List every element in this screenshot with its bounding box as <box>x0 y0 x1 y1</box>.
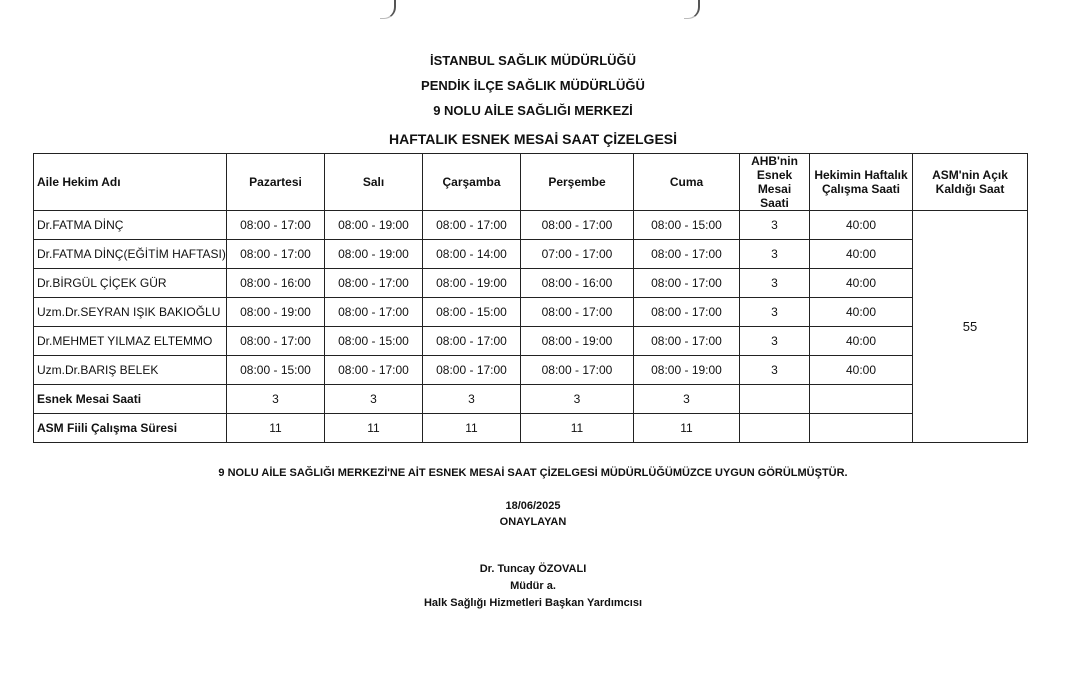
empty-cell <box>740 385 810 414</box>
thursday-hours: 08:00 - 17:00 <box>521 356 634 385</box>
wednesday-hours: 08:00 - 17:00 <box>423 327 521 356</box>
col-header-weekly-hours: Hekimin Haftalık Çalışma Saati <box>810 154 913 211</box>
thursday-hours: 08:00 - 16:00 <box>521 269 634 298</box>
friday-actual: 11 <box>634 414 740 443</box>
thursday-hours: 08:00 - 17:00 <box>521 211 634 240</box>
col-header-monday: Pazartesi <box>227 154 325 211</box>
punch-hole-left <box>380 0 396 19</box>
wednesday-flex: 3 <box>423 385 521 414</box>
tuesday-actual: 11 <box>325 414 423 443</box>
ahb-flex-hours: 3 <box>740 269 810 298</box>
monday-flex: 3 <box>227 385 325 414</box>
tuesday-hours: 08:00 - 15:00 <box>325 327 423 356</box>
ahb-flex-hours: 3 <box>740 356 810 385</box>
header-line-2: PENDİK İLÇE SAĞLIK MÜDÜRLÜĞÜ <box>421 78 645 93</box>
approval-statement: 9 NOLU AİLE SAĞLIĞI MERKEZİ'NE AİT ESNEK MESAİ SAAT ÇİZELGESİ MÜDÜRLÜĞÜMÜZCE UYGUN GÖRÜLMÜŞTÜR. <box>218 467 848 479</box>
weekly-hours: 40:00 <box>810 269 913 298</box>
doctor-name: Uzm.Dr.SEYRAN IŞIK BAKIOĞLU <box>34 298 227 327</box>
signatory-name: Dr. Tuncay ÖZOVALI <box>479 563 587 575</box>
ahb-flex-hours: 3 <box>740 211 810 240</box>
signatory-title: Halk Sağlığı Hizmetleri Başkan Yardımcısı <box>423 597 643 609</box>
empty-cell <box>810 414 913 443</box>
wednesday-hours: 08:00 - 19:00 <box>423 269 521 298</box>
weekly-hours: 40:00 <box>810 356 913 385</box>
table-row <box>34 356 1028 385</box>
punch-hole-right <box>684 0 700 19</box>
monday-hours: 08:00 - 15:00 <box>227 356 325 385</box>
col-header-wednesday: Çarşamba <box>423 154 521 211</box>
approver-label: ONAYLAYAN <box>499 516 567 528</box>
ahb-flex-hours: 3 <box>740 298 810 327</box>
thursday-actual: 11 <box>521 414 634 443</box>
monday-hours: 08:00 - 17:00 <box>227 211 325 240</box>
monday-hours: 08:00 - 19:00 <box>227 298 325 327</box>
empty-cell <box>810 385 913 414</box>
monday-actual: 11 <box>227 414 325 443</box>
actual-hours-label: ASM Fiili Çalışma Süresi <box>34 414 227 443</box>
asm-open-hours: 55 <box>913 211 1028 443</box>
col-header-friday: Cuma <box>634 154 740 211</box>
document-title: HAFTALIK ESNEK MESAİ SAAT ÇİZELGESİ <box>388 131 678 147</box>
col-header-thursday: Perşembe <box>521 154 634 211</box>
wednesday-hours: 08:00 - 15:00 <box>423 298 521 327</box>
tuesday-flex: 3 <box>325 385 423 414</box>
doctor-name: Dr.MEHMET YILMAZ ELTEMMO <box>34 327 227 356</box>
monday-hours: 08:00 - 17:00 <box>227 327 325 356</box>
thursday-flex: 3 <box>521 385 634 414</box>
friday-hours: 08:00 - 17:00 <box>634 240 740 269</box>
friday-hours: 08:00 - 17:00 <box>634 327 740 356</box>
actual-hours-row <box>34 414 1028 443</box>
weekly-hours: 40:00 <box>810 211 913 240</box>
header-line-1: İSTANBUL SAĞLIK MÜDÜRLÜĞÜ <box>429 53 637 68</box>
weekly-hours: 40:00 <box>810 240 913 269</box>
wednesday-actual: 11 <box>423 414 521 443</box>
doctor-name: Dr.FATMA DİNÇ <box>34 211 227 240</box>
weekly-hours: 40:00 <box>810 327 913 356</box>
friday-hours: 08:00 - 15:00 <box>634 211 740 240</box>
weekly-hours: 40:00 <box>810 298 913 327</box>
tuesday-hours: 08:00 - 19:00 <box>325 240 423 269</box>
approval-date: 18/06/2025 <box>505 500 561 512</box>
tuesday-hours: 08:00 - 17:00 <box>325 356 423 385</box>
friday-flex: 3 <box>634 385 740 414</box>
wednesday-hours: 08:00 - 14:00 <box>423 240 521 269</box>
thursday-hours: 08:00 - 17:00 <box>521 298 634 327</box>
wednesday-hours: 08:00 - 17:00 <box>423 356 521 385</box>
header-line-3: 9 NOLU AİLE SAĞLIĞI MERKEZİ <box>433 103 633 118</box>
col-header-tuesday: Salı <box>325 154 423 211</box>
flex-hours-label: Esnek Mesai Saati <box>34 385 227 414</box>
thursday-hours: 08:00 - 19:00 <box>521 327 634 356</box>
table-row <box>34 298 1028 327</box>
doctor-name: Dr.BİRGÜL ÇİÇEK GÜR <box>34 269 227 298</box>
tuesday-hours: 08:00 - 19:00 <box>325 211 423 240</box>
monday-hours: 08:00 - 16:00 <box>227 269 325 298</box>
table-row <box>34 211 1028 240</box>
flex-hours-row <box>34 385 1028 414</box>
col-header-asm-open: ASM'nin Açık Kaldığı Saat <box>913 154 1028 211</box>
thursday-hours: 07:00 - 17:00 <box>521 240 634 269</box>
table-row <box>34 240 1028 269</box>
friday-hours: 08:00 - 17:00 <box>634 298 740 327</box>
empty-cell <box>740 414 810 443</box>
col-header-ahb-flex: AHB'nin Esnek Mesai Saati <box>740 154 810 211</box>
tuesday-hours: 08:00 - 17:00 <box>325 269 423 298</box>
table-row <box>34 327 1028 356</box>
ahb-flex-hours: 3 <box>740 327 810 356</box>
table-header-row <box>34 154 1028 211</box>
doctor-name: Uzm.Dr.BARIŞ BELEK <box>34 356 227 385</box>
friday-hours: 08:00 - 17:00 <box>634 269 740 298</box>
schedule-table <box>33 153 1028 443</box>
friday-hours: 08:00 - 19:00 <box>634 356 740 385</box>
table-row <box>34 269 1028 298</box>
ahb-flex-hours: 3 <box>740 240 810 269</box>
signatory-role: Müdür a. <box>510 580 556 592</box>
tuesday-hours: 08:00 - 17:00 <box>325 298 423 327</box>
wednesday-hours: 08:00 - 17:00 <box>423 211 521 240</box>
col-header-name: Aile Hekim Adı <box>34 154 227 211</box>
doctor-name: Dr.FATMA DİNÇ(EĞİTİM HAFTASI) <box>34 240 227 269</box>
monday-hours: 08:00 - 17:00 <box>227 240 325 269</box>
